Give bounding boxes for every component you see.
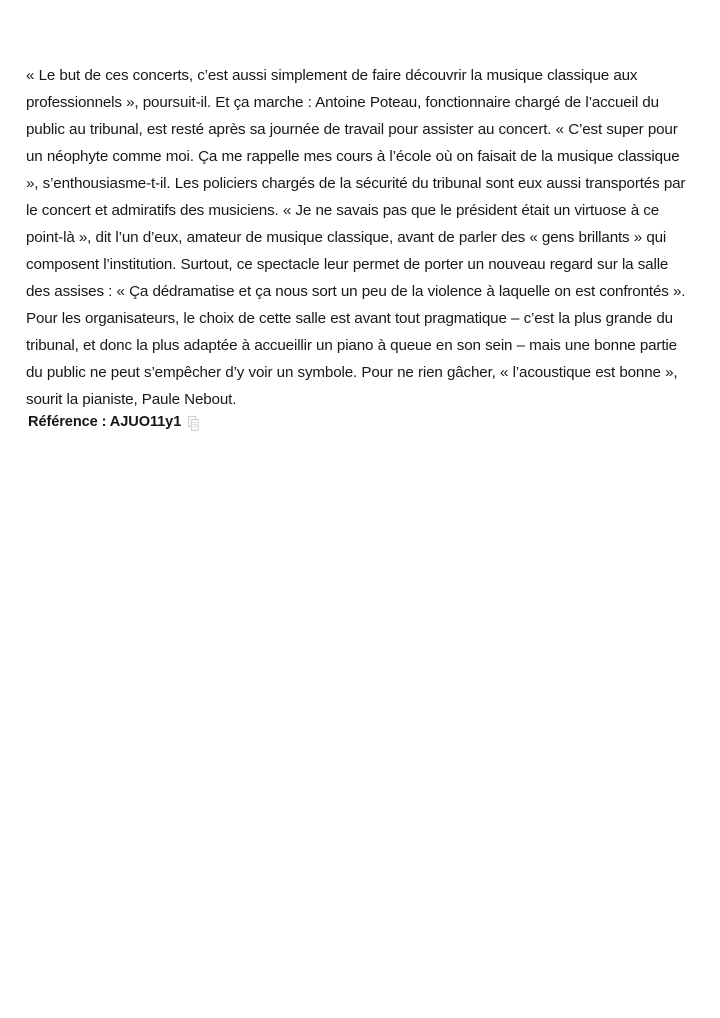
reference-block bbox=[28, 412, 199, 432]
copy-document-icon[interactable] bbox=[188, 416, 199, 431]
article-paragraph: « Le but de ces concerts, c’est aussi simplement de faire découvrir la musique classique aux professionnels », poursuit-il. Et ça marche : Antoine Poteau, fonctionnaire chargé de l’accueil du public au tribunal, est resté après sa journée de travail pour assister au concert. « C’est super pour un néophyte comme moi. Ça me rappelle mes cours à l’école où on faisait de la musique classique », s’enthousiasme-t-il. Les policiers chargés de la sécurité du tribunal sont eux aussi transportés par le concert et admiratifs des musiciens. « Je ne savais pas que le président était un virtuose à ce point-là », dit l’un d’eux, amateur de musique classique, avant de parler des « gens brillants » qui composent l’institution. Surtout, ce spectacle leur permet de porter un nouveau regard sur la salle des assises : « Ça dédramatise et ça nous sort un peu de la violence à laquelle on est confrontés ». Pour les organisateurs, le choix de cette salle est avant tout pragmatique – c’est la plus grande du tribunal, et donc la plus adaptée à accueillir un piano à queue en son sein – mais une bonne partie du public ne peut s’empêcher d’y voir un symbole. Pour ne rien gâcher, « l’acoustique est bonne », sourit la pianiste, Paule Nebout. bbox=[26, 67, 686, 408]
reference-label: Référence : AJUO11y1 bbox=[28, 414, 182, 430]
article-body bbox=[26, 62, 696, 413]
